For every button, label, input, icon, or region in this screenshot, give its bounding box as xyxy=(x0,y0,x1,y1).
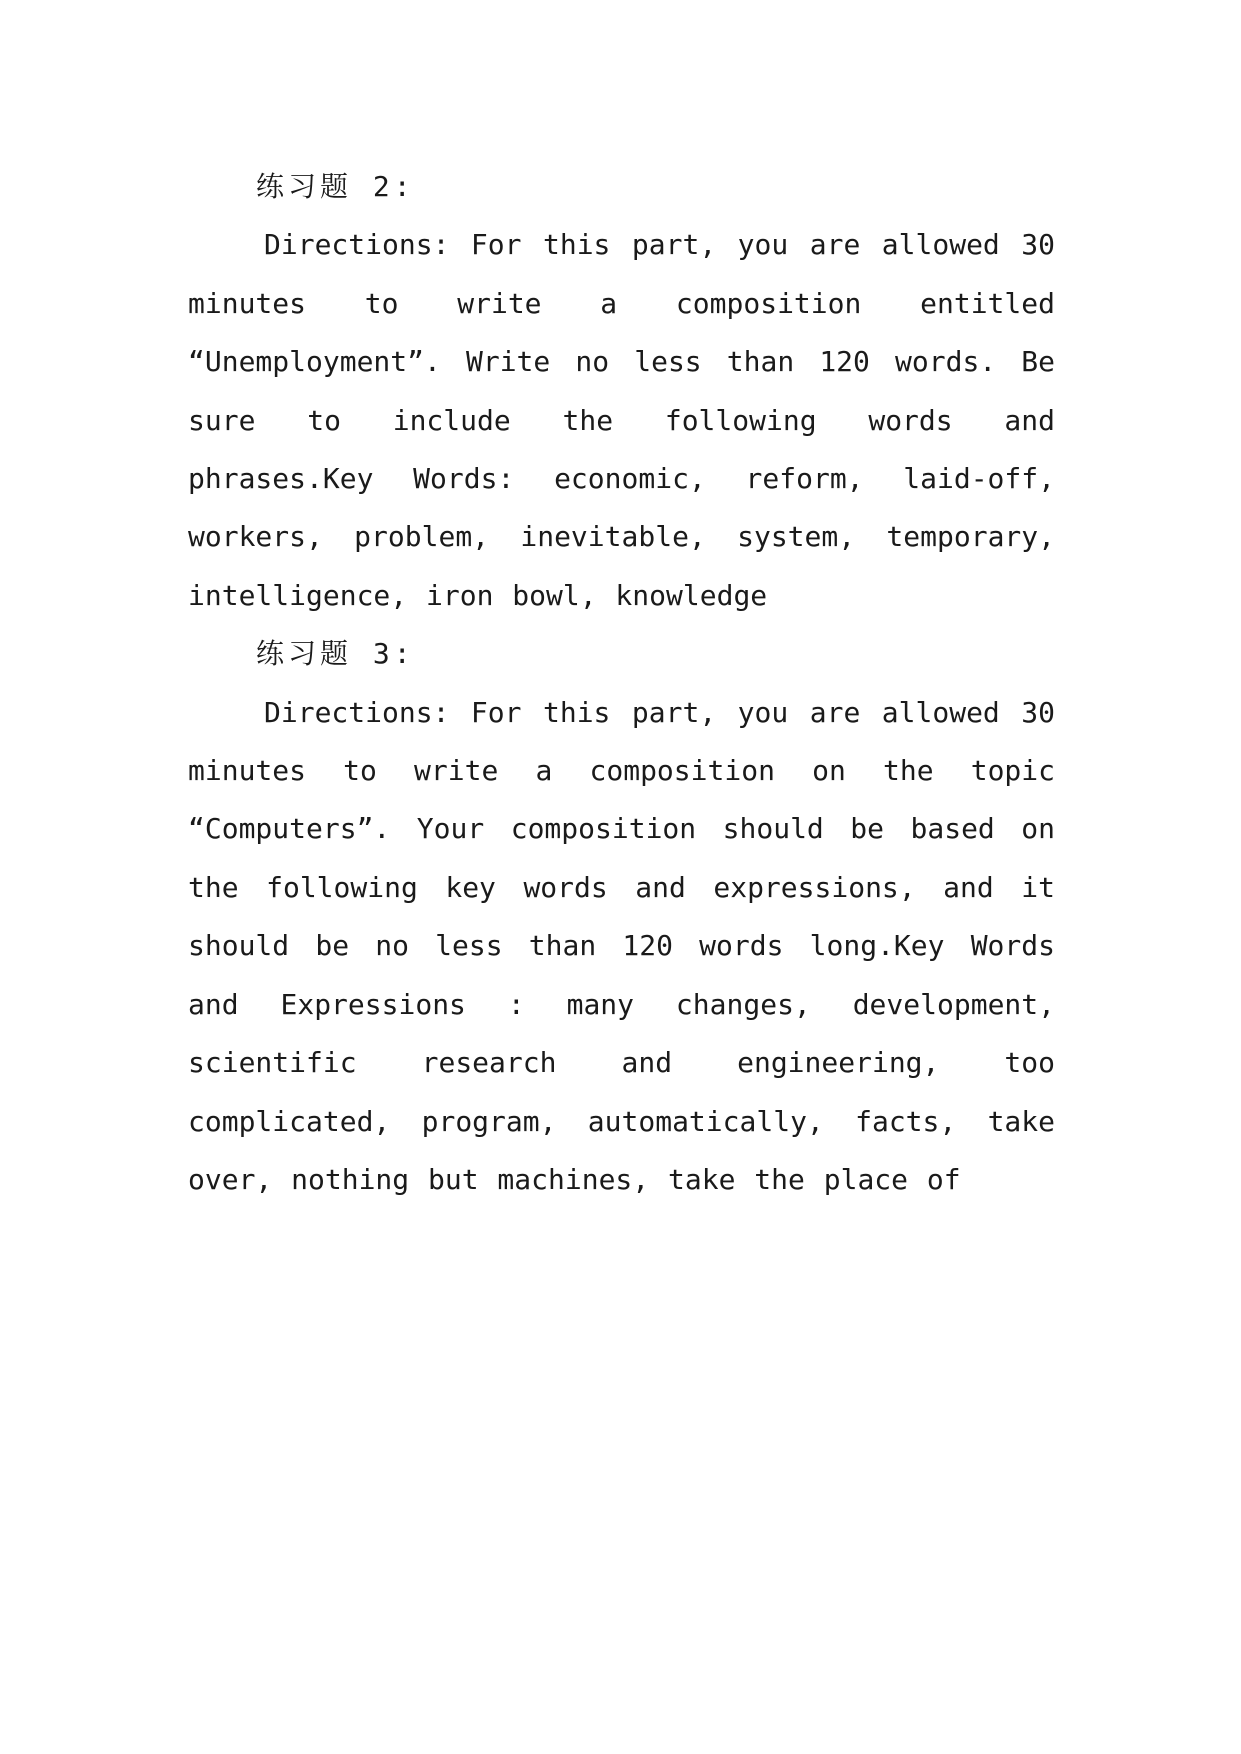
exercise-3-directions: Directions: For this part, you are allowed 30 minutes to write a composition on the topic “Computers”. Your composition should be based on the following key words and expressions, and it should be no less than 120 words long.Key Words and Expressions : many changes, development, scientific research and engineering, too complicated, program, automatically, facts, take over, nothing but machines, take the place of xyxy=(188,695,1055,1196)
exercise-2-directions: Directions: For this part, you are allowed 30 minutes to write a composition entitled “Unemployment”. Write no less than 120 words. Be sure to include the following words and phrases.Key Words: economic, reform, laid-off, workers, problem, inevitable, system, temporary, intelligence, iron bowl, knowledge xyxy=(188,228,1055,612)
exercise-3-heading: 练习题 3: xyxy=(256,637,415,671)
exercise-2-heading: 练习题 2: xyxy=(256,170,415,203)
document-content xyxy=(188,158,1055,1209)
